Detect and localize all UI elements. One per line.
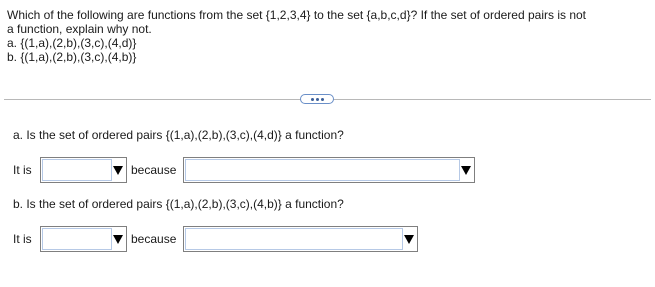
part-a-it-is-label: It is <box>13 163 32 177</box>
question-line-1: Which of the following are functions from the set {1,2,3,4} to the set {a,b,c,d}? If the set of ordered pairs is not <box>7 8 587 22</box>
part-b-question: b. Is the set of ordered pairs {(1,a),(2,b),(3,c),(4,b)} a function? <box>13 197 344 211</box>
dropdown-arrow-icon <box>113 166 123 175</box>
part-a-reason-dropdown[interactable] <box>183 157 475 183</box>
dropdown-arrow-icon <box>404 235 414 244</box>
part-a-function-dropdown-value <box>42 159 112 181</box>
part-a-reason-dropdown-value <box>185 159 460 181</box>
part-b-because-label: because <box>131 232 177 246</box>
option-b: b. {(1,a),(2,b),(3,c),(4,b)} <box>7 50 137 64</box>
part-b-reason-dropdown-value <box>185 228 403 250</box>
part-b-reason-dropdown[interactable] <box>183 226 418 252</box>
dropdown-arrow-icon <box>461 166 471 175</box>
part-a-function-dropdown[interactable] <box>40 157 127 183</box>
ellipsis-icon <box>311 98 314 101</box>
part-b-it-is-label: It is <box>13 232 32 246</box>
part-b-function-dropdown-value <box>42 228 112 250</box>
question-line-2: a function, explain why not. <box>7 22 152 36</box>
expand-more-button[interactable] <box>300 94 334 104</box>
dropdown-arrow-icon <box>113 235 123 244</box>
part-a-because-label: because <box>131 163 177 177</box>
question-text <box>7 8 647 36</box>
option-a: a. {(1,a),(2,b),(3,c),(4,d)} <box>7 36 137 50</box>
part-b-function-dropdown[interactable] <box>40 226 127 252</box>
part-a-question: a. Is the set of ordered pairs {(1,a),(2,b),(3,c),(4,d)} a function? <box>13 128 344 142</box>
